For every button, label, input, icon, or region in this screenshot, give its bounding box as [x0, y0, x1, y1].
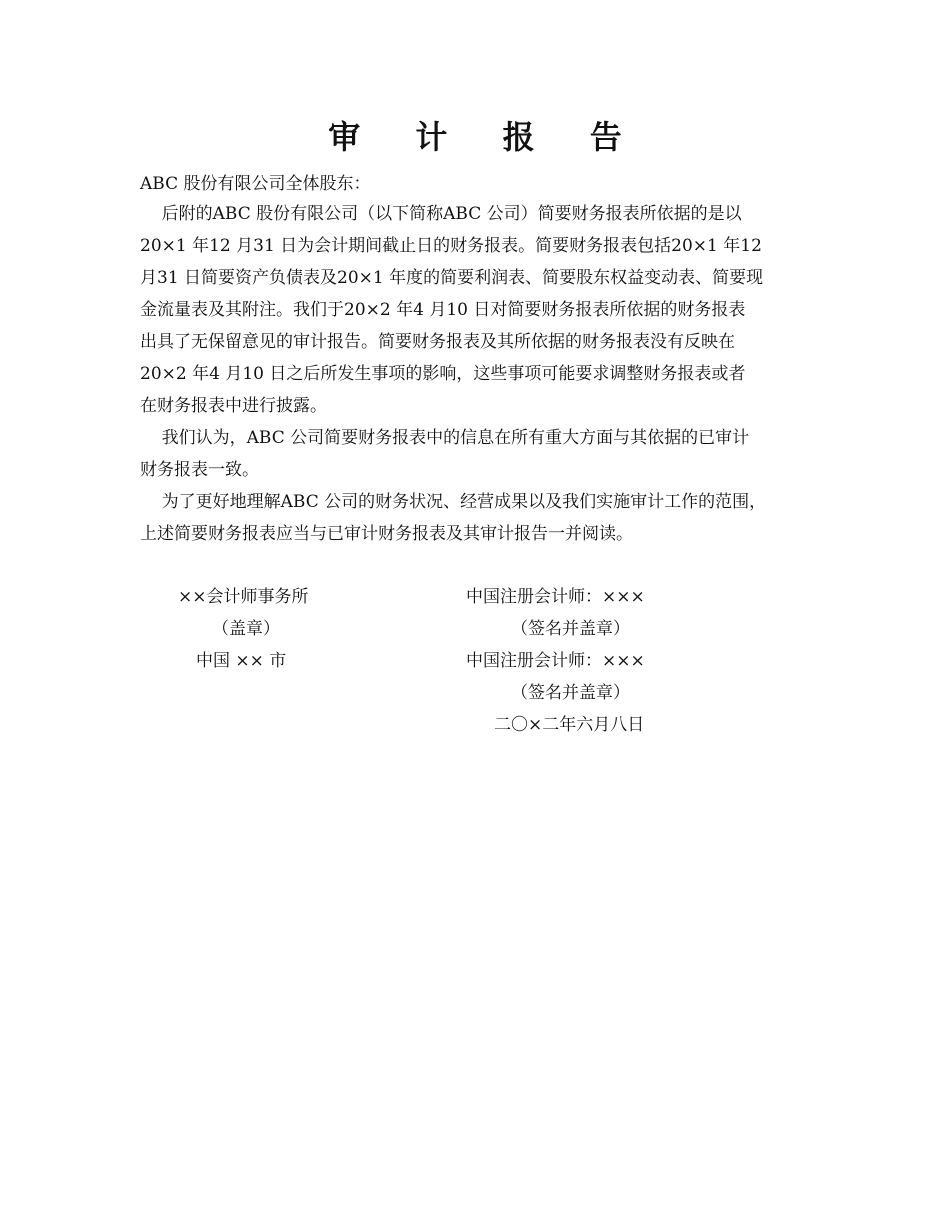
cpa-signature-2: 中国注册会计师：××× [466, 651, 645, 671]
paragraph-3-line: 上述简要财务报表应当与已审计财务报表及其审计报告一并阅读。 [140, 524, 633, 544]
firm-location: 中国 ×× 市 [196, 651, 287, 671]
paragraph-1-line: 在财务报表中进行披露。 [140, 396, 327, 416]
addressee: ABC 股份有限公司全体股东： [140, 174, 371, 194]
paragraph-1-line: 20×2 年4 月10 日之后所发生事项的影响，这些事项可能要求调整财务报表或者 [140, 364, 746, 384]
paragraph-1-line: 20×1 年12 月31 日为会计期间截止日的财务报表。简要财务报表包括20×1 年12 [140, 236, 762, 256]
cpa-seal-2: （签名并盖章） [511, 683, 630, 703]
cpa-seal-1: （签名并盖章） [511, 619, 630, 639]
paragraph-2-line: 我们认为，ABC 公司简要财务报表中的信息在所有重大方面与其依据的已审计 [140, 428, 750, 448]
page-title: 审 计 报 告 [328, 118, 644, 156]
firm-name: ××会计师事务所 [178, 587, 309, 607]
paragraph-1-line: 出具了无保留意见的审计报告。简要财务报表及其所依据的财务报表没有反映在 [140, 332, 735, 352]
paragraph-1-line: 金流量表及其附注。我们于20×2 年4 月10 日对简要财务报表所依据的财务报表 [140, 300, 746, 320]
paragraph-2-line: 财务报表一致。 [140, 460, 259, 480]
paragraph-1-line: 后附的ABC 股份有限公司（以下简称ABC 公司）简要财务报表所依据的是以 [140, 204, 742, 224]
cpa-signature-1: 中国注册会计师：××× [466, 587, 645, 607]
paragraph-1-line: 月31 日简要资产负债表及20×1 年度的简要利润表、简要股东权益变动表、简要现 [140, 268, 764, 288]
report-date: 二〇×二年六月八日 [494, 715, 645, 735]
firm-seal: （盖章） [212, 619, 280, 639]
paragraph-3-line: 为了更好地理解ABC 公司的财务状况、经营成果以及我们实施审计工作的范围， [140, 492, 767, 512]
